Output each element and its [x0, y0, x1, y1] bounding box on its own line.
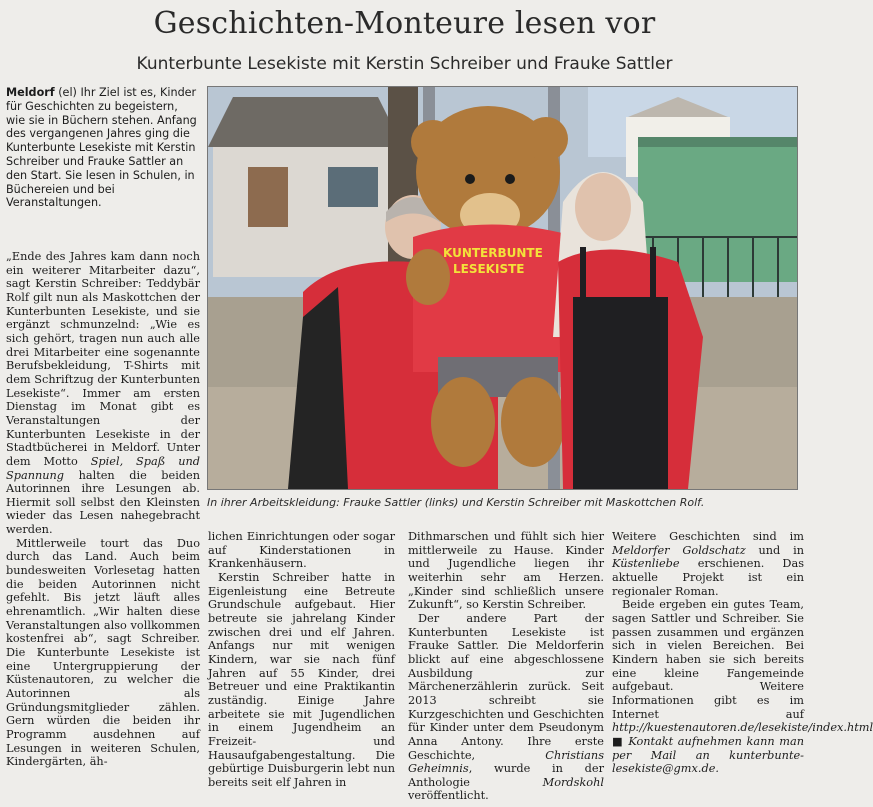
book-title-meldorfer-goldschatz: Meldorfer Goldschatz [612, 543, 746, 557]
shirt-text-bottom: LESEKISTE [453, 262, 525, 276]
col3-paragraph-2: Der andere Part der Kunterbunten Lesekiste ist Frauke Sattler. Die Meldorferin blickt auf eine abgeschlossene Ausbildung zur Märchenerzählerin zurück. Seit 2013 schreibt sie Kurzgeschichten und Geschichten für Kinder unter dem Pseudonym Anna Antony. Ihre erste Geschichte, Christians Geheimnis, wurde in der Anthologie Mordskohl veröffentlicht. [408, 611, 604, 803]
col4-paragraph-2: Beide ergeben ein gutes Team, sagen Sattler und Schreiber. Sie passen zusammen und ergänzen sich in vielen Bereichen. Bei Kindern haben sie sich bereits eine kleine Fangemeinde aufgebaut. Weitere Informationen gibt es im Internet auf http://kuestenautoren.de/lesekiste/index.html [612, 598, 873, 735]
lead-text: (el) Ihr Ziel ist es, Kinder für Geschichten zu begeistern, wie sie in Büchern stehen. Anfang des vergangenen Jahres ging die Kunterbunte Lesekiste mit Kerstin Schreiber und Frauke Sattler an den Start. Sie lesen in Schulen, in Büchereien und bei Veranstaltungen. [6, 86, 197, 210]
story-title-christians-geheimnis: Christians Geheimnis [408, 748, 604, 776]
column-1 [6, 250, 200, 769]
col1-paragraph-2: Mittlerweile tourt das Duo durch das Land. Auch beim bundesweiten Vorlesetag hatten die beiden Autorinnen nicht gefehlt. Bis jetzt läuft alles ehrenamtlich. „Wir halten diese Veranstaltungen also vollkommen kostenfrei ab“, sagt Schreiber. Die Kunterbunte Lesekiste ist eine Untergruppierung der Küstenautoren, zu welcher die Autorinnen als Gründungsmitglieder zählen. Gern würden die beiden ihr Programm ausdehnen auf Lesungen in weiteren Schulen, Kindergärten, äh- [6, 536, 200, 769]
dateline: Meldorf [6, 86, 55, 99]
column-3 [408, 530, 604, 803]
book-title-kuestenliebe: Küstenliebe [612, 557, 680, 571]
lead-paragraph [6, 86, 200, 210]
contact-note: ■ Kontakt aufnehmen kann man per Mail an kunterbunte-lesekiste@gmx.de. [612, 734, 804, 776]
photo-illustration [208, 87, 797, 489]
website-url[interactable]: http://kuestenautoren.de/lesekiste/index.html [612, 721, 873, 735]
column-2 [208, 530, 395, 789]
photo-caption: In ihrer Arbeitskleidung: Frauke Sattler (links) und Kerstin Schreiber mit Maskottchen Rolf. [207, 496, 705, 509]
col1-paragraph-1: „Ende des Jahres kam dann noch ein weiterer Mitarbeiter dazu“, sagt Kerstin Schreiber: Teddybär Rolf gilt nun als Maskottchen der Kunterbunten Lesekiste, und sie ergänzt schmunzelnd: „Wie es sich gehört, tragen nun auch alle drei Mitarbeiter eine sogenannte Berufsbekleidung, T-Shirts mit dem Schriftzug der Kunterbunten Lesekiste“. Immer am ersten Dienstag im Monat gibt es Veranstaltungen der Kunterbunten Lesekiste in der Stadtbücherei in Meldorf. Unter dem Motto Spiel, Spaß und Spannung halten die beiden Autorinnen ihre Lesungen ab. Hiermit soll selbst den Kleinsten wieder das Lesen nahegebracht werden. [6, 250, 200, 537]
col2-paragraph-1: lichen Einrichtungen oder sogar auf Kinderstationen in Krankenhäusern. [208, 530, 395, 571]
column-4 [612, 530, 873, 776]
shirt-text-top: KUNTERBUNTE [443, 246, 543, 260]
subheadline: Kunterbunte Lesekiste mit Kerstin Schreiber und Frauke Sattler [136, 54, 673, 74]
col4-paragraph-1: Weitere Geschichten sind im Meldorfer Goldschatz und in Küstenliebe erschienen. Das aktuelle Projekt ist ein regionaler Roman. [612, 530, 804, 598]
article-photo [207, 86, 798, 490]
motto: Spiel, Spaß und Spannung [6, 454, 200, 482]
col2-paragraph-2: Kerstin Schreiber hatte in Eigenleistung eine Betreute Grundschule aufgebaut. Hier betreute sie jahrelang Kinder zwischen drei und elf Jahren. Anfangs nur mit wenigen Kindern, war sie nach fünf Jahren auf 55 Kinder, drei Betreuer und eine Praktikantin zuständig. Einige Jahre arbeitete sie mit Jugendlichen in einem Jugendheim an Freizeit- und Hausaufgabengestaltung. Die gebürtige Duisburgerin lebt nun bereits seit elf Jahren in [208, 570, 395, 789]
anthology-title-mordskohl: Mordskohl [542, 775, 604, 789]
col3-paragraph-1: Dithmarschen und fühlt sich hier mittlerweile zu Hause. Kinder und Jugendliche liegen ihr weiterhin sehr am Herzen. „Kinder sind schließlich unsere Zukunft“, so Kerstin Schreiber. [408, 530, 604, 612]
headline: Geschichten-Monteure lesen vor [153, 6, 656, 41]
